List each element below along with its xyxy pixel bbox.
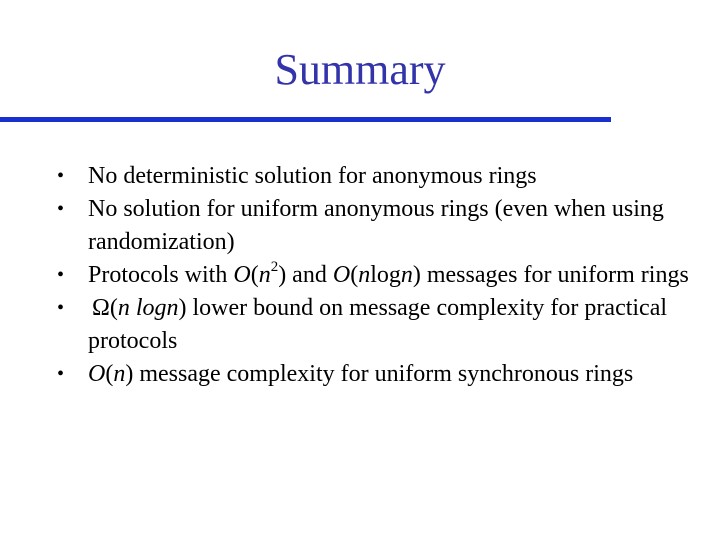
bullet-dot-icon: • <box>57 297 65 319</box>
bullet-item <box>57 358 697 391</box>
bullet-item <box>57 292 697 358</box>
bullet-text: Protocols with $O(n^2)$ and O(nlogn) messages for uniform rings <box>88 259 689 288</box>
slide-title: Summary <box>274 45 446 94</box>
bullet-item <box>57 193 697 259</box>
bullet-list <box>57 160 697 391</box>
bullet-text: No solution for uniform anonymous rings (even when using randomization) <box>88 196 664 255</box>
bullet-item <box>57 160 697 193</box>
bullet-item <box>57 259 697 292</box>
bullet-dot-icon: • <box>57 264 65 286</box>
bullet-text: No deterministic solution for anonymous rings <box>88 163 537 189</box>
bullet-dot-icon: • <box>57 165 65 187</box>
bullet-dot-icon: • <box>57 198 65 220</box>
bullet-text: O(n) message complexity for uniform synchronous rings <box>88 361 634 387</box>
bullet-dot-icon: • <box>57 363 65 385</box>
title-underline-rule <box>0 117 611 122</box>
bullet-text: Ω(n logn) lower bound on message complexity for practical protocols <box>88 295 668 354</box>
